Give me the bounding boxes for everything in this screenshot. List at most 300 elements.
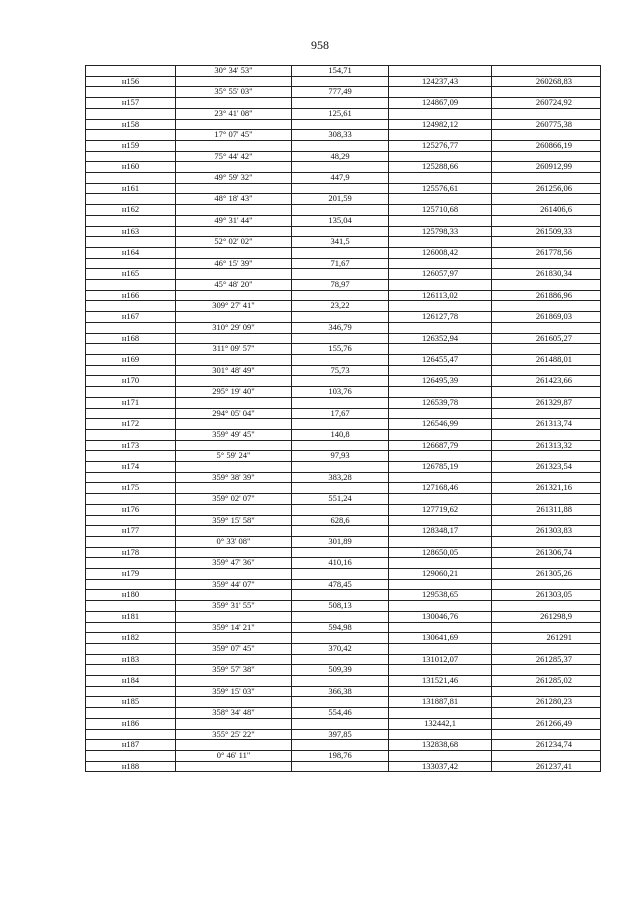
table-row: [86, 140, 601, 151]
y-coordinate-cell: [492, 536, 601, 547]
y-coordinate-cell: 261303,05: [492, 590, 601, 601]
bearing-cell: [176, 547, 292, 558]
table-row: [86, 344, 601, 355]
x-coordinate-cell: 124867,09: [389, 98, 492, 109]
table-row: [86, 761, 601, 772]
x-coordinate-cell: 125710,68: [389, 205, 492, 216]
y-coordinate-cell: 261285,02: [492, 676, 601, 687]
point-cell: н173: [86, 440, 176, 451]
point-cell: н178: [86, 547, 176, 558]
bearing-cell: 294° 05' 04": [176, 408, 292, 419]
bearing-cell: 49° 59' 32": [176, 173, 292, 184]
table-row: [86, 269, 601, 280]
y-coordinate-cell: 261280,23: [492, 697, 601, 708]
distance-cell: [292, 354, 389, 365]
x-coordinate-cell: 126113,02: [389, 290, 492, 301]
x-coordinate-cell: 126539,78: [389, 397, 492, 408]
x-coordinate-cell: [389, 601, 492, 612]
x-coordinate-cell: 126057,97: [389, 269, 492, 280]
point-cell: [86, 108, 176, 119]
distance-cell: 135,04: [292, 215, 389, 226]
x-coordinate-cell: [389, 322, 492, 333]
x-coordinate-cell: 126352,94: [389, 333, 492, 344]
y-coordinate-cell: 261303,83: [492, 526, 601, 537]
x-coordinate-cell: [389, 708, 492, 719]
table-row: [86, 547, 601, 558]
x-coordinate-cell: [389, 622, 492, 633]
point-cell: н165: [86, 269, 176, 280]
table-row: [86, 472, 601, 483]
x-coordinate-cell: [389, 66, 492, 77]
table-row: [86, 536, 601, 547]
x-coordinate-cell: [389, 173, 492, 184]
bearing-cell: 0° 33' 08": [176, 536, 292, 547]
point-cell: [86, 173, 176, 184]
x-coordinate-cell: 125798,33: [389, 226, 492, 237]
point-cell: н180: [86, 590, 176, 601]
table-row: [86, 237, 601, 248]
point-cell: н185: [86, 697, 176, 708]
bearing-cell: [176, 226, 292, 237]
point-cell: н160: [86, 162, 176, 173]
y-coordinate-cell: [492, 579, 601, 590]
table-row: [86, 590, 601, 601]
y-coordinate-cell: 260775,38: [492, 119, 601, 130]
y-coordinate-cell: 261423,66: [492, 376, 601, 387]
y-coordinate-cell: [492, 751, 601, 762]
bearing-cell: [176, 740, 292, 751]
table-row: [86, 354, 601, 365]
table-row: [86, 87, 601, 98]
x-coordinate-cell: 126455,47: [389, 354, 492, 365]
distance-cell: [292, 633, 389, 644]
x-coordinate-cell: 125288,66: [389, 162, 492, 173]
point-cell: н164: [86, 247, 176, 258]
y-coordinate-cell: [492, 665, 601, 676]
x-coordinate-cell: 131012,07: [389, 654, 492, 665]
y-coordinate-cell: 261406,6: [492, 205, 601, 216]
distance-cell: 341,5: [292, 237, 389, 248]
x-coordinate-cell: 131887,81: [389, 697, 492, 708]
point-cell: н163: [86, 226, 176, 237]
y-coordinate-cell: 261605,27: [492, 333, 601, 344]
y-coordinate-cell: [492, 429, 601, 440]
table-row: [86, 365, 601, 376]
x-coordinate-cell: [389, 451, 492, 462]
distance-cell: 155,76: [292, 344, 389, 355]
point-cell: н181: [86, 611, 176, 622]
bearing-cell: [176, 761, 292, 772]
point-cell: н159: [86, 140, 176, 151]
table-row: [86, 515, 601, 526]
table-row: [86, 226, 601, 237]
bearing-cell: [176, 462, 292, 473]
x-coordinate-cell: [389, 408, 492, 419]
distance-cell: [292, 526, 389, 537]
table-row: [86, 397, 601, 408]
table-row: [86, 162, 601, 173]
bearing-cell: 0° 46' 11": [176, 751, 292, 762]
distance-cell: 125,61: [292, 108, 389, 119]
y-coordinate-cell: 261234,74: [492, 740, 601, 751]
bearing-cell: 359° 15' 03": [176, 686, 292, 697]
bearing-cell: 310° 29' 09": [176, 322, 292, 333]
point-cell: [86, 365, 176, 376]
point-cell: н157: [86, 98, 176, 109]
table-row: [86, 729, 601, 740]
distance-cell: 397,85: [292, 729, 389, 740]
bearing-cell: [176, 333, 292, 344]
y-coordinate-cell: [492, 301, 601, 312]
bearing-cell: [176, 611, 292, 622]
table-row: [86, 751, 601, 762]
distance-cell: [292, 247, 389, 258]
point-cell: [86, 151, 176, 162]
table-row: [86, 494, 601, 505]
bearing-cell: 311° 09' 57": [176, 344, 292, 355]
table-row: [86, 258, 601, 269]
x-coordinate-cell: [389, 729, 492, 740]
distance-cell: [292, 98, 389, 109]
table-row: [86, 622, 601, 633]
y-coordinate-cell: 261323,54: [492, 462, 601, 473]
y-coordinate-cell: [492, 173, 601, 184]
bearing-cell: 359° 57' 38": [176, 665, 292, 676]
point-cell: [86, 472, 176, 483]
bearing-cell: [176, 440, 292, 451]
bearing-cell: 359° 47' 36": [176, 558, 292, 569]
x-coordinate-cell: 124982,12: [389, 119, 492, 130]
y-coordinate-cell: 260866,19: [492, 140, 601, 151]
distance-cell: [292, 462, 389, 473]
table-row: [86, 697, 601, 708]
point-cell: н182: [86, 633, 176, 644]
point-cell: [86, 280, 176, 291]
table-row: [86, 526, 601, 537]
bearing-cell: [176, 697, 292, 708]
table-row: [86, 676, 601, 687]
bearing-cell: [176, 654, 292, 665]
bearing-cell: 295° 19' 40": [176, 387, 292, 398]
x-coordinate-cell: 124237,43: [389, 76, 492, 87]
point-cell: [86, 322, 176, 333]
distance-cell: 370,42: [292, 643, 389, 654]
distance-cell: 346,79: [292, 322, 389, 333]
bearing-cell: 48° 18' 43": [176, 194, 292, 205]
table-row: [86, 290, 601, 301]
distance-cell: 509,39: [292, 665, 389, 676]
distance-cell: [292, 140, 389, 151]
point-cell: [86, 515, 176, 526]
distance-cell: [292, 676, 389, 687]
x-coordinate-cell: [389, 87, 492, 98]
y-coordinate-cell: 261869,03: [492, 312, 601, 323]
point-cell: н187: [86, 740, 176, 751]
page-number: 958: [311, 38, 329, 52]
y-coordinate-cell: [492, 87, 601, 98]
point-cell: [86, 408, 176, 419]
distance-cell: 198,76: [292, 751, 389, 762]
point-cell: [86, 558, 176, 569]
bearing-cell: [176, 312, 292, 323]
point-cell: н166: [86, 290, 176, 301]
table-row: [86, 280, 601, 291]
x-coordinate-cell: 126495,39: [389, 376, 492, 387]
distance-cell: 366,38: [292, 686, 389, 697]
y-coordinate-cell: [492, 708, 601, 719]
y-coordinate-cell: [492, 237, 601, 248]
table-row: [86, 76, 601, 87]
table-row: [86, 312, 601, 323]
table-row: [86, 119, 601, 130]
bearing-cell: [176, 569, 292, 580]
bearing-cell: [176, 526, 292, 537]
x-coordinate-cell: 132442,1: [389, 718, 492, 729]
y-coordinate-cell: [492, 408, 601, 419]
distance-cell: [292, 205, 389, 216]
distance-cell: [292, 397, 389, 408]
point-cell: [86, 751, 176, 762]
distance-cell: [292, 312, 389, 323]
point-cell: н172: [86, 419, 176, 430]
x-coordinate-cell: [389, 558, 492, 569]
point-cell: н184: [86, 676, 176, 687]
point-cell: [86, 237, 176, 248]
y-coordinate-cell: 261313,32: [492, 440, 601, 451]
table-row: [86, 183, 601, 194]
point-cell: [86, 622, 176, 633]
x-coordinate-cell: [389, 429, 492, 440]
distance-cell: 594,98: [292, 622, 389, 633]
bearing-cell: 46° 15' 39": [176, 258, 292, 269]
table-row: [86, 686, 601, 697]
bearing-cell: 49° 31' 44": [176, 215, 292, 226]
y-coordinate-cell: [492, 365, 601, 376]
distance-cell: [292, 333, 389, 344]
point-cell: [86, 494, 176, 505]
y-coordinate-cell: 261298,9: [492, 611, 601, 622]
point-cell: [86, 66, 176, 77]
point-cell: н177: [86, 526, 176, 537]
point-cell: [86, 643, 176, 654]
y-coordinate-cell: 261305,26: [492, 569, 601, 580]
point-cell: [86, 536, 176, 547]
bearing-cell: 301° 48' 49": [176, 365, 292, 376]
y-coordinate-cell: 261266,49: [492, 718, 601, 729]
distance-cell: [292, 269, 389, 280]
x-coordinate-cell: [389, 643, 492, 654]
x-coordinate-cell: [389, 686, 492, 697]
y-coordinate-cell: [492, 494, 601, 505]
point-cell: н176: [86, 504, 176, 515]
coordinates-table: [85, 65, 601, 772]
point-cell: н169: [86, 354, 176, 365]
y-coordinate-cell: 260268,83: [492, 76, 601, 87]
distance-cell: 75,73: [292, 365, 389, 376]
distance-cell: 628,6: [292, 515, 389, 526]
distance-cell: 17,67: [292, 408, 389, 419]
table-row: [86, 151, 601, 162]
x-coordinate-cell: 126687,79: [389, 440, 492, 451]
y-coordinate-cell: [492, 130, 601, 141]
y-coordinate-cell: [492, 387, 601, 398]
x-coordinate-cell: [389, 301, 492, 312]
point-cell: [86, 665, 176, 676]
y-coordinate-cell: 261321,16: [492, 483, 601, 494]
distance-cell: [292, 440, 389, 451]
table-row: [86, 504, 601, 515]
y-coordinate-cell: [492, 472, 601, 483]
distance-cell: [292, 590, 389, 601]
x-coordinate-cell: [389, 365, 492, 376]
point-cell: н158: [86, 119, 176, 130]
x-coordinate-cell: 128650,05: [389, 547, 492, 558]
table-row: [86, 643, 601, 654]
point-cell: н171: [86, 397, 176, 408]
x-coordinate-cell: 129538,65: [389, 590, 492, 601]
x-coordinate-cell: [389, 215, 492, 226]
bearing-cell: [176, 354, 292, 365]
bearing-cell: [176, 162, 292, 173]
x-coordinate-cell: 128348,17: [389, 526, 492, 537]
bearing-cell: [176, 483, 292, 494]
bearing-cell: [176, 676, 292, 687]
y-coordinate-cell: [492, 344, 601, 355]
distance-cell: 301,89: [292, 536, 389, 547]
point-cell: н183: [86, 654, 176, 665]
x-coordinate-cell: [389, 665, 492, 676]
x-coordinate-cell: [389, 515, 492, 526]
y-coordinate-cell: [492, 322, 601, 333]
bearing-cell: 309° 27' 41": [176, 301, 292, 312]
x-coordinate-cell: 126785,19: [389, 462, 492, 473]
y-coordinate-cell: [492, 515, 601, 526]
table-row: [86, 451, 601, 462]
table-row: [86, 654, 601, 665]
distance-cell: 777,49: [292, 87, 389, 98]
distance-cell: 383,28: [292, 472, 389, 483]
distance-cell: [292, 483, 389, 494]
bearing-cell: [176, 590, 292, 601]
x-coordinate-cell: 132838,68: [389, 740, 492, 751]
point-cell: [86, 301, 176, 312]
distance-cell: 447,9: [292, 173, 389, 184]
point-cell: [86, 686, 176, 697]
bearing-cell: [176, 140, 292, 151]
bearing-cell: [176, 718, 292, 729]
x-coordinate-cell: 130046,76: [389, 611, 492, 622]
y-coordinate-cell: 261886,96: [492, 290, 601, 301]
x-coordinate-cell: 127719,62: [389, 504, 492, 515]
point-cell: [86, 387, 176, 398]
x-coordinate-cell: 129060,21: [389, 569, 492, 580]
table-row: [86, 718, 601, 729]
table-row: [86, 215, 601, 226]
bearing-cell: [176, 98, 292, 109]
bearing-cell: [176, 76, 292, 87]
x-coordinate-cell: 133037,42: [389, 761, 492, 772]
distance-cell: 508,13: [292, 601, 389, 612]
x-coordinate-cell: 125576,61: [389, 183, 492, 194]
table-row: [86, 462, 601, 473]
distance-cell: 71,67: [292, 258, 389, 269]
distance-cell: 554,46: [292, 708, 389, 719]
bearing-cell: 359° 15' 58": [176, 515, 292, 526]
distance-cell: 201,59: [292, 194, 389, 205]
point-cell: [86, 729, 176, 740]
point-cell: н168: [86, 333, 176, 344]
y-coordinate-cell: [492, 643, 601, 654]
bearing-cell: 358° 34' 48": [176, 708, 292, 719]
x-coordinate-cell: [389, 494, 492, 505]
point-cell: [86, 579, 176, 590]
y-coordinate-cell: 261830,34: [492, 269, 601, 280]
table-row: [86, 419, 601, 430]
table-row: [86, 579, 601, 590]
distance-cell: 308,33: [292, 130, 389, 141]
point-cell: н167: [86, 312, 176, 323]
x-coordinate-cell: [389, 751, 492, 762]
table-row: [86, 601, 601, 612]
distance-cell: [292, 162, 389, 173]
bearing-cell: 355° 25' 22": [176, 729, 292, 740]
x-coordinate-cell: [389, 280, 492, 291]
y-coordinate-cell: 261291: [492, 633, 601, 644]
distance-cell: [292, 504, 389, 515]
distance-cell: [292, 76, 389, 87]
bearing-cell: 35° 55' 03": [176, 87, 292, 98]
table-row: [86, 483, 601, 494]
table-row: [86, 558, 601, 569]
point-cell: [86, 601, 176, 612]
table-row: [86, 301, 601, 312]
point-cell: н156: [86, 76, 176, 87]
bearing-cell: 17° 07' 45": [176, 130, 292, 141]
distance-cell: [292, 119, 389, 130]
table-row: [86, 665, 601, 676]
distance-cell: [292, 376, 389, 387]
y-coordinate-cell: 261285,37: [492, 654, 601, 665]
distance-cell: 48,29: [292, 151, 389, 162]
distance-cell: [292, 718, 389, 729]
distance-cell: 23,22: [292, 301, 389, 312]
x-coordinate-cell: [389, 344, 492, 355]
point-cell: н174: [86, 462, 176, 473]
bearing-cell: 359° 38' 39": [176, 472, 292, 483]
x-coordinate-cell: 127168,46: [389, 483, 492, 494]
point-cell: н186: [86, 718, 176, 729]
table-row: [86, 569, 601, 580]
y-coordinate-cell: 260912,99: [492, 162, 601, 173]
table-row: [86, 173, 601, 184]
distance-cell: [292, 761, 389, 772]
x-coordinate-cell: 126008,42: [389, 247, 492, 258]
table-row: [86, 708, 601, 719]
distance-cell: [292, 611, 389, 622]
point-cell: [86, 708, 176, 719]
point-cell: [86, 451, 176, 462]
y-coordinate-cell: [492, 451, 601, 462]
x-coordinate-cell: [389, 108, 492, 119]
bearing-cell: [176, 205, 292, 216]
point-cell: н162: [86, 205, 176, 216]
x-coordinate-cell: 131521,46: [389, 676, 492, 687]
y-coordinate-cell: 261313,74: [492, 419, 601, 430]
y-coordinate-cell: [492, 622, 601, 633]
coordinates-table-body: [86, 66, 601, 772]
x-coordinate-cell: 130641,69: [389, 633, 492, 644]
y-coordinate-cell: 261778,56: [492, 247, 601, 258]
